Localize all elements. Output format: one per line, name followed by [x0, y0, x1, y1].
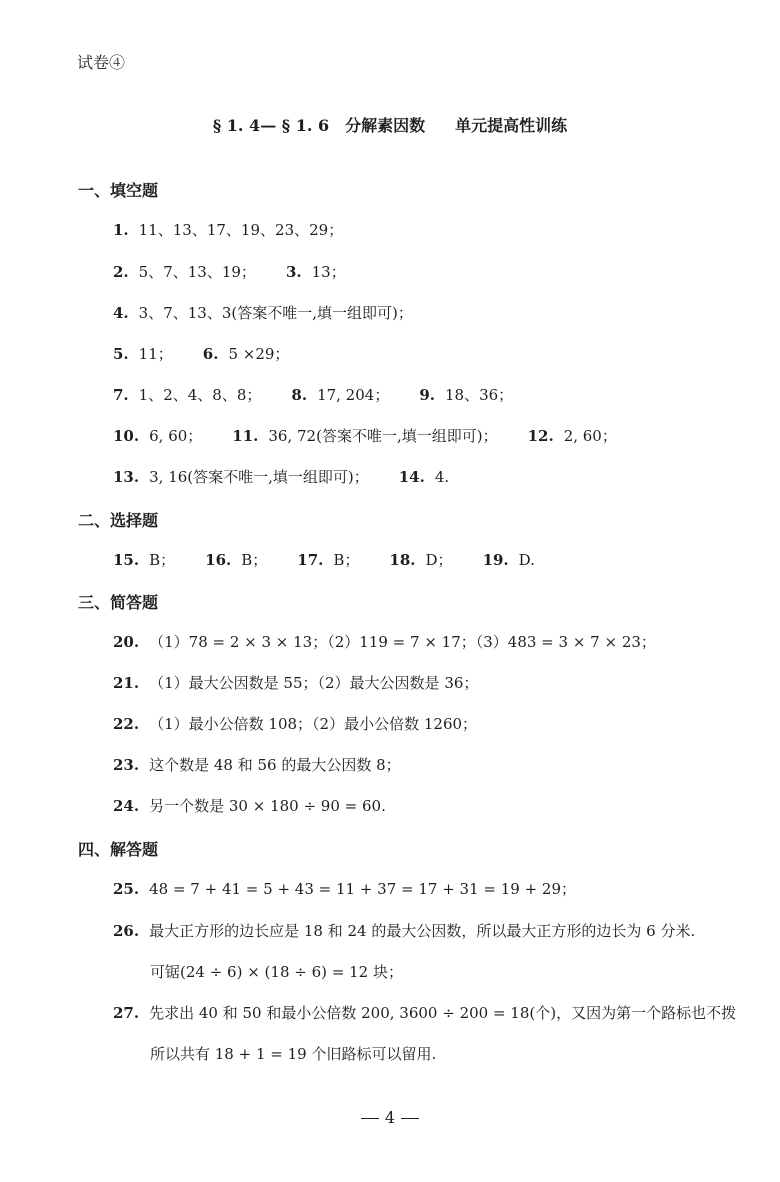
answer-line: [113, 466, 449, 487]
answer-text: 4.: [434, 468, 450, 486]
answer-line: [113, 920, 695, 941]
title-topic: 分解素因数: [345, 116, 426, 135]
answer-text: 5、7、13、19；: [138, 263, 256, 281]
answer-text: （1）78 = 2 × 3 × 13；（2）119 = 7 × 17；（3）483 = 3 × 7 × 23；: [149, 633, 656, 651]
question-number: 6.: [202, 345, 219, 363]
question-number: 9.: [419, 386, 435, 404]
answer-text: 这个数是 48 和 56 的最大公因数 8；: [149, 756, 401, 774]
title-section-range: § 1. 4— § 1. 6: [212, 116, 330, 135]
section-heading-solve: 四、解答题: [78, 840, 159, 859]
answer-text: 13；: [311, 263, 346, 281]
question-number: 25.: [113, 880, 140, 898]
answer-continuation: 所以共有 18 + 1 = 19 个旧路标可以留用.: [150, 1045, 437, 1063]
answer-line: [113, 754, 401, 775]
question-number: 20.: [113, 633, 140, 651]
answer-line: [113, 795, 386, 816]
answer-text: 36, 72(答案不唯一,填一组即可)；: [268, 427, 498, 445]
question-number: 22.: [113, 715, 140, 733]
answer-line: [113, 219, 343, 240]
answer-text: 另一个数是 30 × 180 ÷ 90 = 60.: [149, 797, 386, 815]
answer-text: 6, 60；: [149, 427, 203, 445]
page-number: 4: [384, 1108, 396, 1127]
answer-line: [113, 631, 656, 652]
answer-text: （1）最小公倍数 108；（2）最小公倍数 1260；: [149, 715, 478, 733]
answer-continuation: 可锯(24 ÷ 6) × (18 ÷ 6) = 12 块；: [150, 963, 403, 981]
question-number: 13.: [113, 468, 140, 486]
page-footer: [0, 1108, 780, 1127]
answer-text: 11、13、17、19、23、29；: [138, 221, 344, 239]
answer-line: [113, 878, 576, 899]
section-heading-choice: 二、选择题: [78, 511, 159, 530]
question-number: 18.: [389, 551, 416, 569]
answer-text: D.: [518, 551, 535, 569]
paper-tag: 试卷④: [77, 53, 126, 72]
question-number: 3.: [285, 263, 302, 281]
question-number: 15.: [113, 551, 140, 569]
answer-line: [113, 261, 346, 282]
question-number: 5.: [113, 345, 129, 363]
question-number: 7.: [113, 386, 129, 404]
question-number: 11.: [232, 427, 259, 445]
answer-text: B；: [241, 551, 268, 569]
answer-text: 48 = 7 + 41 = 5 + 43 = 11 + 37 = 17 + 31 = 19 + 29；: [149, 880, 577, 898]
question-number: 10.: [113, 427, 140, 445]
answer-line: [113, 384, 513, 405]
question-number: 16.: [205, 551, 232, 569]
answer-text: （1）最大公因数是 55；（2）最大公因数是 36；: [149, 674, 479, 692]
answer-line: [113, 302, 413, 323]
question-number: 19.: [482, 551, 509, 569]
section-heading-fill: 一、填空题: [78, 181, 159, 200]
question-number: 12.: [527, 427, 554, 445]
answer-text: 最大正方形的边长应是 18 和 24 的最大公因数，所以最大正方形的边长为 6 分米.: [149, 922, 696, 940]
answer-text: 18、36；: [445, 386, 514, 404]
question-number: 14.: [398, 468, 425, 486]
answer-text: 3, 16(答案不唯一,填一组即可)；: [149, 468, 369, 486]
question-number: 1.: [113, 221, 129, 239]
answer-text: 11；: [138, 345, 173, 363]
section-heading-short: 三、简答题: [78, 593, 159, 612]
answer-text: 1、2、4、8、8；: [138, 386, 262, 404]
answer-line: [113, 713, 477, 734]
question-number: 2.: [113, 263, 129, 281]
question-number: 24.: [113, 797, 140, 815]
question-number: 21.: [113, 674, 140, 692]
question-number: 27.: [113, 1004, 140, 1022]
answer-line: [113, 1002, 736, 1023]
title-subtitle: 单元提高性训练: [455, 116, 568, 135]
answer-text: D；: [425, 551, 453, 569]
answer-text: 3、7、13、3(答案不唯一,填一组即可)；: [138, 304, 413, 322]
answer-text: B；: [149, 551, 176, 569]
answer-text: B；: [333, 551, 360, 569]
question-number: 23.: [113, 756, 140, 774]
page-title: [0, 113, 780, 136]
question-number: 8.: [291, 386, 308, 404]
answer-line: [113, 549, 535, 570]
answer-line: [113, 343, 289, 364]
answer-line: [113, 672, 478, 693]
question-number: 26.: [113, 922, 140, 940]
question-number: 17.: [297, 551, 324, 569]
answer-text: 2, 60；: [563, 427, 617, 445]
answer-line: [113, 425, 617, 446]
answer-text: 5 ×29；: [228, 345, 290, 363]
question-number: 4.: [113, 304, 129, 322]
answer-text: 17, 204；: [317, 386, 390, 404]
answer-text: 先求出 40 和 50 和最小公倍数 200, 3600 ÷ 200 = 18(个)，又因为第一个路标也不拨: [149, 1004, 737, 1022]
